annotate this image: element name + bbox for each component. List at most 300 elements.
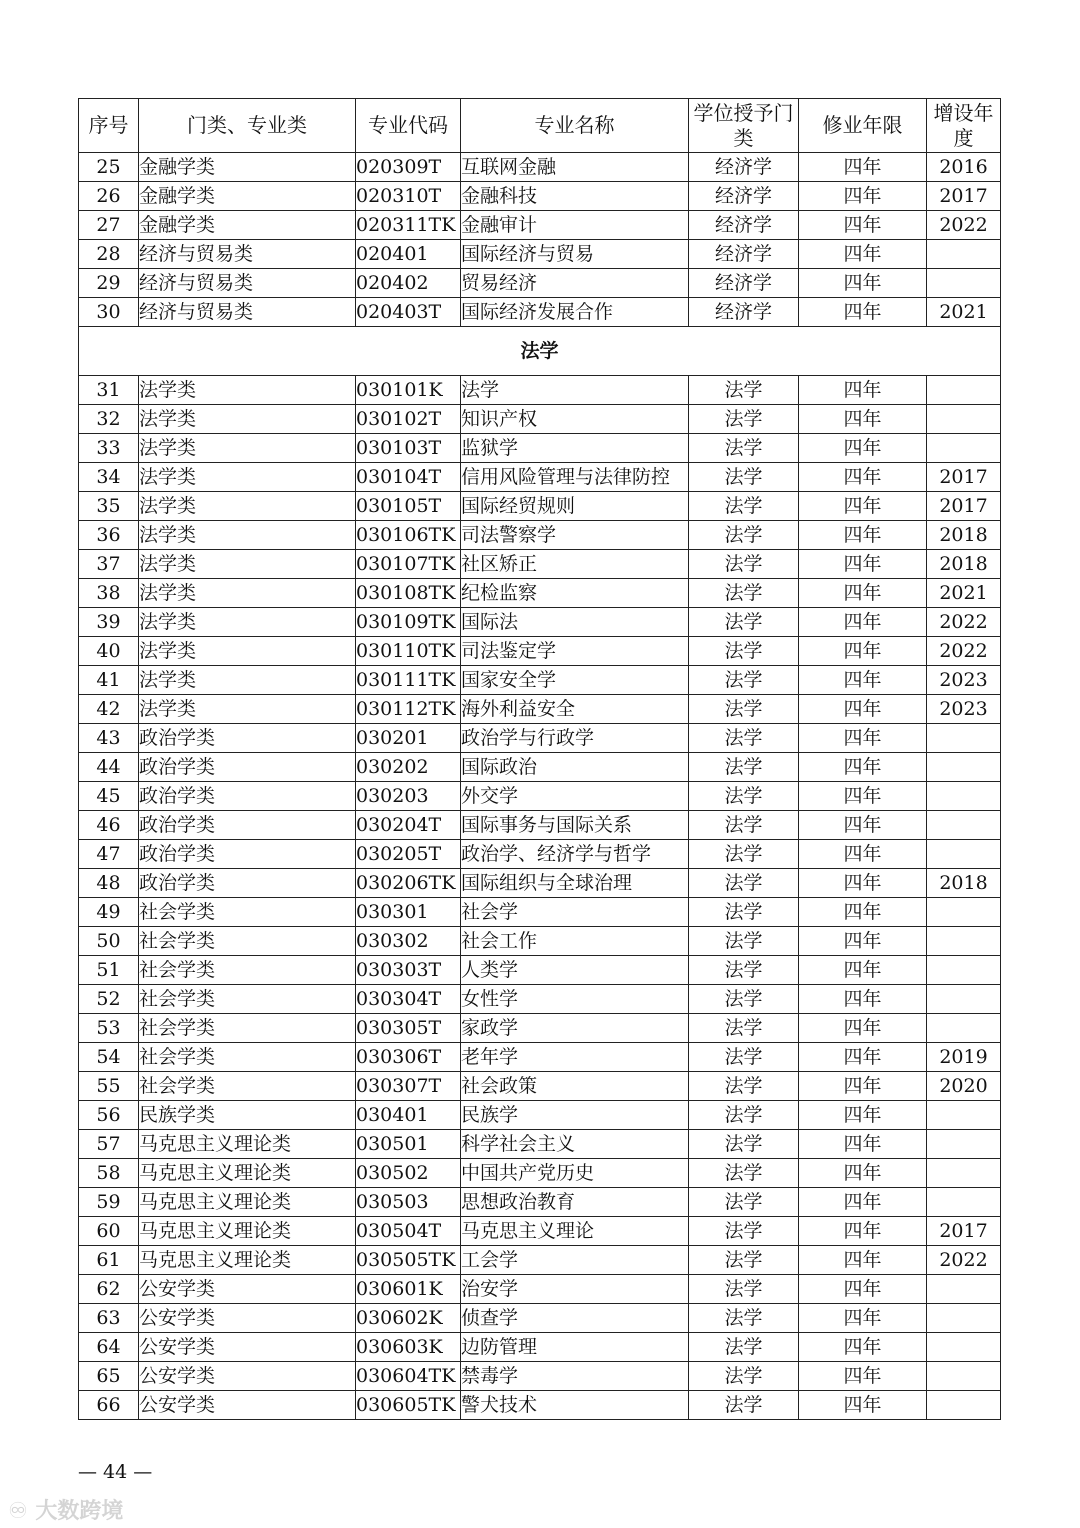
cell-category: 政治学类: [139, 753, 356, 782]
cell-degree: 法学: [689, 753, 799, 782]
cell-degree: 法学: [689, 637, 799, 666]
cell-no: 42: [79, 695, 139, 724]
table-row: [79, 608, 1001, 637]
cell-category: 金融学类: [139, 211, 356, 240]
cell-duration: 四年: [799, 1362, 927, 1391]
table-row: [79, 666, 1001, 695]
cell-no: 26: [79, 182, 139, 211]
cell-name: 国际经贸规则: [461, 492, 689, 521]
cell-category: 法学类: [139, 637, 356, 666]
cell-year-added: 2018: [927, 869, 1001, 898]
cell-degree: 法学: [689, 492, 799, 521]
cell-duration: 四年: [799, 695, 927, 724]
cell-degree: 法学: [689, 376, 799, 405]
table-header-row: [79, 99, 1001, 153]
cell-no: 48: [79, 869, 139, 898]
cell-no: 45: [79, 782, 139, 811]
table-row: [79, 579, 1001, 608]
cell-name: 社会学: [461, 898, 689, 927]
cell-no: 38: [79, 579, 139, 608]
cell-code: 030202: [356, 753, 461, 782]
cell-year-added: [927, 1101, 1001, 1130]
table-row: [79, 1217, 1001, 1246]
header-year-added: 增设年度: [927, 99, 1001, 153]
header-category: 门类、专业类: [139, 99, 356, 153]
cell-code: 030110TK: [356, 637, 461, 666]
cell-degree: 法学: [689, 1217, 799, 1246]
cell-no: 64: [79, 1333, 139, 1362]
table-row: [79, 869, 1001, 898]
cell-category: 经济与贸易类: [139, 240, 356, 269]
cell-no: 63: [79, 1304, 139, 1333]
cell-name: 互联网金融: [461, 153, 689, 182]
cell-code: 030206TK: [356, 869, 461, 898]
cell-name: 司法鉴定学: [461, 637, 689, 666]
cell-duration: 四年: [799, 927, 927, 956]
cell-category: 金融学类: [139, 182, 356, 211]
cell-no: 55: [79, 1072, 139, 1101]
cell-code: 020310T: [356, 182, 461, 211]
cell-duration: 四年: [799, 753, 927, 782]
cell-code: 020311TK: [356, 211, 461, 240]
cell-no: 62: [79, 1275, 139, 1304]
cell-year-added: 2022: [927, 637, 1001, 666]
cell-year-added: [927, 985, 1001, 1014]
cell-year-added: 2021: [927, 579, 1001, 608]
cell-year-added: 2020: [927, 1072, 1001, 1101]
cell-code: 030304T: [356, 985, 461, 1014]
cell-degree: 法学: [689, 927, 799, 956]
cell-name: 禁毒学: [461, 1362, 689, 1391]
cell-duration: 四年: [799, 811, 927, 840]
header-name: 专业名称: [461, 99, 689, 153]
cell-no: 44: [79, 753, 139, 782]
cell-name: 马克思主义理论: [461, 1217, 689, 1246]
cell-name: 金融审计: [461, 211, 689, 240]
cell-no: 33: [79, 434, 139, 463]
table-row: [79, 637, 1001, 666]
table-row: [79, 1159, 1001, 1188]
cell-year-added: [927, 376, 1001, 405]
cell-year-added: 2022: [927, 608, 1001, 637]
cell-degree: 法学: [689, 579, 799, 608]
cell-year-added: 2019: [927, 1043, 1001, 1072]
cell-degree: 法学: [689, 1391, 799, 1420]
cell-year-added: [927, 1362, 1001, 1391]
cell-degree: 法学: [689, 956, 799, 985]
cell-no: 35: [79, 492, 139, 521]
cell-degree: 法学: [689, 521, 799, 550]
cell-year-added: 2018: [927, 550, 1001, 579]
cell-no: 54: [79, 1043, 139, 1072]
cell-year-added: 2022: [927, 1246, 1001, 1275]
cell-category: 法学类: [139, 405, 356, 434]
cell-year-added: [927, 269, 1001, 298]
cell-year-added: [927, 782, 1001, 811]
table-row: [79, 927, 1001, 956]
cell-no: 27: [79, 211, 139, 240]
cell-degree: 法学: [689, 985, 799, 1014]
cell-year-added: [927, 1014, 1001, 1043]
cell-name: 国际经济与贸易: [461, 240, 689, 269]
table-row: [79, 153, 1001, 182]
cell-duration: 四年: [799, 637, 927, 666]
cell-duration: 四年: [799, 1304, 927, 1333]
cell-duration: 四年: [799, 1275, 927, 1304]
cell-category: 社会学类: [139, 1014, 356, 1043]
cell-no: 39: [79, 608, 139, 637]
cell-year-added: 2022: [927, 211, 1001, 240]
cell-category: 社会学类: [139, 1043, 356, 1072]
cell-category: 社会学类: [139, 956, 356, 985]
cell-code: 030107TK: [356, 550, 461, 579]
table-row: [79, 753, 1001, 782]
cell-name: 家政学: [461, 1014, 689, 1043]
cell-category: 公安学类: [139, 1333, 356, 1362]
section-row: [79, 327, 1001, 376]
cell-code: 030602K: [356, 1304, 461, 1333]
cell-no: 41: [79, 666, 139, 695]
cell-duration: 四年: [799, 492, 927, 521]
table-row: [79, 492, 1001, 521]
cell-no: 57: [79, 1130, 139, 1159]
cell-code: 030504T: [356, 1217, 461, 1246]
cell-duration: 四年: [799, 550, 927, 579]
cell-year-added: [927, 927, 1001, 956]
cell-code: 030109TK: [356, 608, 461, 637]
cell-category: 社会学类: [139, 927, 356, 956]
cell-name: 女性学: [461, 985, 689, 1014]
cell-name: 思想政治教育: [461, 1188, 689, 1217]
table-row: [79, 1101, 1001, 1130]
table-row: [79, 811, 1001, 840]
cell-name: 科学社会主义: [461, 1130, 689, 1159]
cell-no: 31: [79, 376, 139, 405]
cell-name: 政治学与行政学: [461, 724, 689, 753]
table-row: [79, 521, 1001, 550]
cell-name: 金融科技: [461, 182, 689, 211]
cell-no: 43: [79, 724, 139, 753]
cell-no: 49: [79, 898, 139, 927]
table-row: [79, 269, 1001, 298]
cell-duration: 四年: [799, 782, 927, 811]
cell-year-added: 2017: [927, 1217, 1001, 1246]
cell-code: 020401: [356, 240, 461, 269]
table-row: [79, 1362, 1001, 1391]
cell-code: 030307T: [356, 1072, 461, 1101]
cell-no: 52: [79, 985, 139, 1014]
cell-no: 51: [79, 956, 139, 985]
watermark-logo-icon: ♾: [8, 1499, 36, 1524]
table-row: [79, 1188, 1001, 1217]
header-duration: 修业年限: [799, 99, 927, 153]
cell-no: 30: [79, 298, 139, 327]
cell-code: 030103T: [356, 434, 461, 463]
table-row: [79, 1304, 1001, 1333]
cell-duration: 四年: [799, 724, 927, 753]
table-row: [79, 1391, 1001, 1420]
cell-code: 030505TK: [356, 1246, 461, 1275]
cell-duration: 四年: [799, 1014, 927, 1043]
cell-code: 030105T: [356, 492, 461, 521]
cell-degree: 法学: [689, 724, 799, 753]
cell-category: 法学类: [139, 463, 356, 492]
cell-degree: 法学: [689, 1333, 799, 1362]
cell-code: 030111TK: [356, 666, 461, 695]
cell-no: 53: [79, 1014, 139, 1043]
table-row: [79, 1072, 1001, 1101]
cell-no: 32: [79, 405, 139, 434]
cell-code: 030603K: [356, 1333, 461, 1362]
cell-code: 030401: [356, 1101, 461, 1130]
cell-no: 60: [79, 1217, 139, 1246]
cell-name: 人类学: [461, 956, 689, 985]
cell-category: 法学类: [139, 550, 356, 579]
cell-name: 社会政策: [461, 1072, 689, 1101]
cell-code: 030601K: [356, 1275, 461, 1304]
cell-category: 法学类: [139, 695, 356, 724]
cell-no: 28: [79, 240, 139, 269]
cell-category: 公安学类: [139, 1275, 356, 1304]
cell-degree: 法学: [689, 869, 799, 898]
cell-category: 政治学类: [139, 724, 356, 753]
cell-category: 政治学类: [139, 869, 356, 898]
table-row: [79, 898, 1001, 927]
table-row: [79, 182, 1001, 211]
cell-no: 61: [79, 1246, 139, 1275]
cell-code: 030501: [356, 1130, 461, 1159]
cell-degree: 法学: [689, 463, 799, 492]
cell-name: 社会工作: [461, 927, 689, 956]
cell-duration: 四年: [799, 434, 927, 463]
cell-degree: 经济学: [689, 211, 799, 240]
cell-code: 030605TK: [356, 1391, 461, 1420]
cell-category: 法学类: [139, 579, 356, 608]
cell-duration: 四年: [799, 269, 927, 298]
cell-year-added: [927, 434, 1001, 463]
table-row: [79, 956, 1001, 985]
cell-degree: 法学: [689, 811, 799, 840]
cell-code: 030203: [356, 782, 461, 811]
cell-code: 030106TK: [356, 521, 461, 550]
cell-no: 65: [79, 1362, 139, 1391]
cell-year-added: [927, 1159, 1001, 1188]
cell-duration: 四年: [799, 1391, 927, 1420]
watermark: [8, 1494, 123, 1525]
cell-duration: 四年: [799, 898, 927, 927]
cell-degree: 法学: [689, 1304, 799, 1333]
cell-year-added: 2023: [927, 666, 1001, 695]
cell-code: 030306T: [356, 1043, 461, 1072]
cell-category: 经济与贸易类: [139, 269, 356, 298]
cell-name: 外交学: [461, 782, 689, 811]
cell-name: 社区矫正: [461, 550, 689, 579]
cell-duration: 四年: [799, 1072, 927, 1101]
cell-category: 马克思主义理论类: [139, 1246, 356, 1275]
cell-degree: 法学: [689, 1014, 799, 1043]
table-row: [79, 376, 1001, 405]
cell-degree: 法学: [689, 1101, 799, 1130]
cell-name: 国际法: [461, 608, 689, 637]
cell-degree: 法学: [689, 695, 799, 724]
cell-degree: 法学: [689, 1159, 799, 1188]
table-row: [79, 1014, 1001, 1043]
cell-name: 老年学: [461, 1043, 689, 1072]
cell-duration: 四年: [799, 405, 927, 434]
cell-category: 经济与贸易类: [139, 298, 356, 327]
cell-year-added: 2017: [927, 492, 1001, 521]
cell-year-added: [927, 405, 1001, 434]
cell-degree: 经济学: [689, 240, 799, 269]
cell-no: 50: [79, 927, 139, 956]
table-row: [79, 695, 1001, 724]
majors-table: [78, 98, 1001, 1420]
cell-code: 030112TK: [356, 695, 461, 724]
cell-year-added: [927, 811, 1001, 840]
cell-duration: 四年: [799, 666, 927, 695]
cell-name: 国际组织与全球治理: [461, 869, 689, 898]
cell-year-added: [927, 1304, 1001, 1333]
cell-no: 46: [79, 811, 139, 840]
cell-name: 边防管理: [461, 1333, 689, 1362]
table-row: [79, 434, 1001, 463]
cell-duration: 四年: [799, 463, 927, 492]
cell-duration: 四年: [799, 1101, 927, 1130]
cell-no: 56: [79, 1101, 139, 1130]
header-code: 专业代码: [356, 99, 461, 153]
cell-category: 社会学类: [139, 898, 356, 927]
cell-code: 030301: [356, 898, 461, 927]
cell-year-added: [927, 240, 1001, 269]
cell-code: 030303T: [356, 956, 461, 985]
cell-name: 国际政治: [461, 753, 689, 782]
table-row: [79, 1043, 1001, 1072]
table-row: [79, 463, 1001, 492]
cell-degree: 经济学: [689, 269, 799, 298]
header-degree: 学位授予门类: [689, 99, 799, 153]
cell-no: 25: [79, 153, 139, 182]
cell-duration: 四年: [799, 608, 927, 637]
cell-year-added: [927, 1130, 1001, 1159]
cell-category: 政治学类: [139, 782, 356, 811]
cell-code: 030108TK: [356, 579, 461, 608]
cell-category: 民族学类: [139, 1101, 356, 1130]
cell-degree: 经济学: [689, 298, 799, 327]
cell-code: 030204T: [356, 811, 461, 840]
cell-name: 司法警察学: [461, 521, 689, 550]
table-row: [79, 840, 1001, 869]
table-row: [79, 782, 1001, 811]
cell-category: 法学类: [139, 434, 356, 463]
cell-no: 37: [79, 550, 139, 579]
cell-degree: 法学: [689, 666, 799, 695]
watermark-text: 大数跨境: [35, 1499, 124, 1524]
cell-degree: 法学: [689, 405, 799, 434]
cell-name: 知识产权: [461, 405, 689, 434]
section-title: 法学: [79, 327, 1001, 376]
cell-year-added: 2017: [927, 182, 1001, 211]
cell-duration: 四年: [799, 153, 927, 182]
cell-name: 侦查学: [461, 1304, 689, 1333]
cell-code: 020309T: [356, 153, 461, 182]
cell-category: 法学类: [139, 666, 356, 695]
cell-category: 马克思主义理论类: [139, 1159, 356, 1188]
cell-year-added: [927, 753, 1001, 782]
cell-no: 47: [79, 840, 139, 869]
cell-year-added: 2017: [927, 463, 1001, 492]
cell-category: 公安学类: [139, 1391, 356, 1420]
cell-duration: 四年: [799, 1246, 927, 1275]
cell-duration: 四年: [799, 1159, 927, 1188]
cell-name: 国际经济发展合作: [461, 298, 689, 327]
cell-year-added: [927, 724, 1001, 753]
cell-category: 社会学类: [139, 985, 356, 1014]
cell-no: 59: [79, 1188, 139, 1217]
cell-degree: 法学: [689, 1275, 799, 1304]
cell-name: 国际事务与国际关系: [461, 811, 689, 840]
cell-no: 36: [79, 521, 139, 550]
cell-category: 法学类: [139, 521, 356, 550]
cell-category: 法学类: [139, 376, 356, 405]
page-number: — 44 —: [78, 1461, 153, 1483]
cell-category: 马克思主义理论类: [139, 1130, 356, 1159]
table-row: [79, 298, 1001, 327]
cell-duration: 四年: [799, 211, 927, 240]
cell-category: 马克思主义理论类: [139, 1188, 356, 1217]
cell-duration: 四年: [799, 1043, 927, 1072]
cell-name: 信用风险管理与法律防控: [461, 463, 689, 492]
table-body: [79, 153, 1001, 1420]
cell-name: 中国共产党历史: [461, 1159, 689, 1188]
table-row: [79, 240, 1001, 269]
cell-degree: 法学: [689, 1043, 799, 1072]
cell-duration: 四年: [799, 956, 927, 985]
cell-name: 治安学: [461, 1275, 689, 1304]
table-row: [79, 1246, 1001, 1275]
cell-code: 020402: [356, 269, 461, 298]
cell-degree: 法学: [689, 840, 799, 869]
cell-code: 020403T: [356, 298, 461, 327]
cell-duration: 四年: [799, 1217, 927, 1246]
cell-no: 58: [79, 1159, 139, 1188]
table-row: [79, 211, 1001, 240]
cell-degree: 法学: [689, 434, 799, 463]
cell-year-added: 2021: [927, 298, 1001, 327]
cell-no: 34: [79, 463, 139, 492]
table-row: [79, 724, 1001, 753]
cell-year-added: [927, 1188, 1001, 1217]
cell-code: 030503: [356, 1188, 461, 1217]
cell-year-added: 2018: [927, 521, 1001, 550]
cell-category: 公安学类: [139, 1362, 356, 1391]
cell-degree: 法学: [689, 608, 799, 637]
cell-degree: 法学: [689, 1362, 799, 1391]
cell-no: 40: [79, 637, 139, 666]
cell-duration: 四年: [799, 1188, 927, 1217]
cell-year-added: 2023: [927, 695, 1001, 724]
cell-name: 警犬技术: [461, 1391, 689, 1420]
cell-name: 纪检监察: [461, 579, 689, 608]
cell-no: 29: [79, 269, 139, 298]
table-row: [79, 1333, 1001, 1362]
cell-duration: 四年: [799, 985, 927, 1014]
table-row: [79, 405, 1001, 434]
cell-code: 030604TK: [356, 1362, 461, 1391]
cell-code: 030305T: [356, 1014, 461, 1043]
cell-category: 金融学类: [139, 153, 356, 182]
cell-degree: 法学: [689, 782, 799, 811]
cell-degree: 法学: [689, 1246, 799, 1275]
